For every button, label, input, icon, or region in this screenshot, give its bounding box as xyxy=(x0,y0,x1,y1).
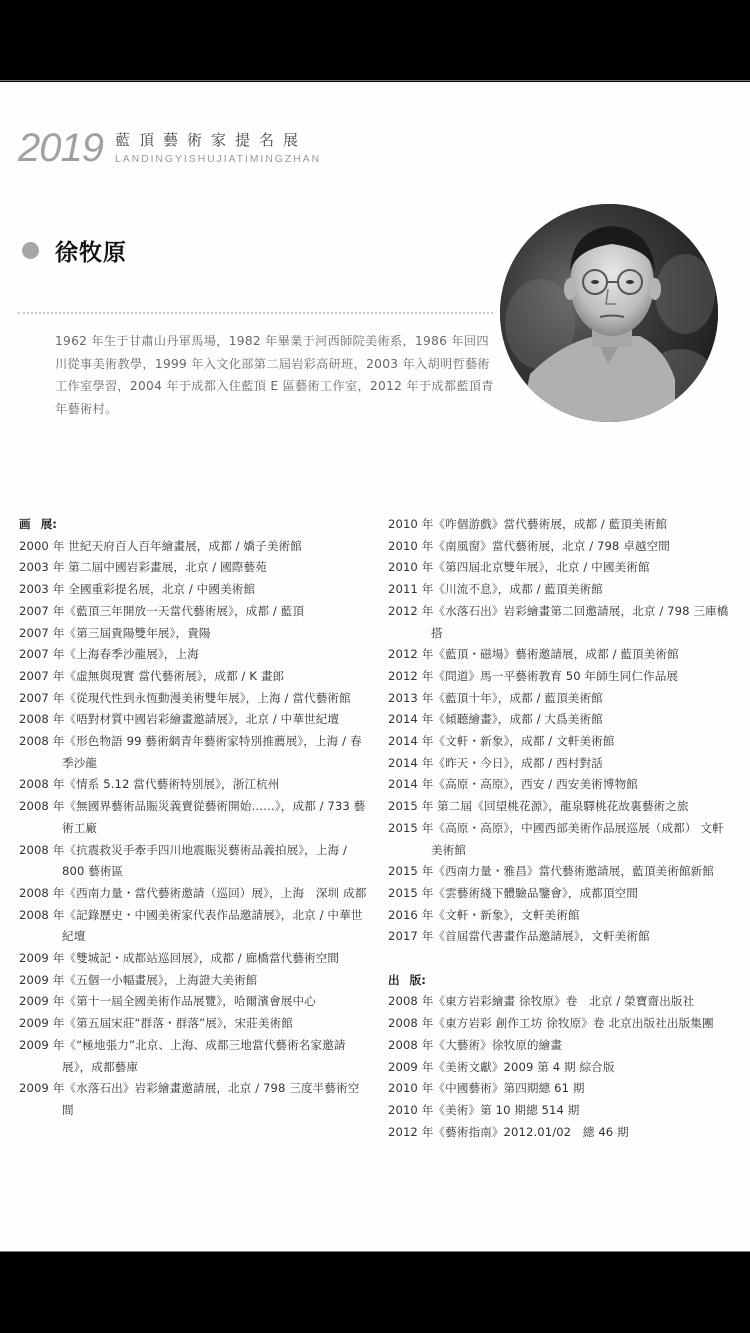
exhibition-entry: 2014 年《傾聽繪畫》，成都 / 大爲美術館 xyxy=(388,712,603,727)
exhibition-entry: 2007 年《上海春季沙龍展》，上海 xyxy=(19,647,199,662)
exhibition-entry: 2008 年《情系 5.12 當代藝術特別展》，浙江杭州 xyxy=(19,777,280,792)
exhibition-entry: 2015 年《高原・高原》，中國西部美術作品展巡展（成都） 文軒美術館 xyxy=(388,820,724,857)
artist-name-row xyxy=(22,234,127,267)
exhibition-entry: 2009 年《第十一屆全國美術作品展覽》，哈爾濱會展中心 xyxy=(19,994,316,1009)
exhibition-entry: 2015 年 第二屆《回望桃花源》，龍泉驛桃花故裏藝術之旅 xyxy=(388,799,689,814)
exhibitions-heading xyxy=(19,514,369,536)
exhibition-entry: 2010 年《第四屆北京雙年展》，北京 / 中國美術館 xyxy=(388,560,650,575)
exhibition-entry: 2014 年《昨天・今日》，成都 / 西村對話 xyxy=(388,755,603,770)
exhibitions-heading-char2: 展: xyxy=(40,517,57,531)
artist-bio: 1962 年生于甘肅山丹軍馬場，1982 年畢業于河西師院美術系，1986 年回四川從事美術教學，1999 年入文化部第二屆岩彩高研班，2003 年入胡明哲藝術工作室學習，2004 年于成都入住藍頂 E 區藝術工作室，2012 年于成都藍頂青年藝術村。 xyxy=(55,334,494,416)
publications-heading-char2: 版: xyxy=(409,972,426,987)
exhibition-entry: 2003 年 第二屆中國岩彩畫展，北京 / 國際藝苑 xyxy=(19,560,267,575)
header-title-chinese: 藍頂藝術家提名展 xyxy=(114,130,307,149)
exhibition-entry: 2015 年《西南力量・雅昌》當代藝術邀請展，藍頂美術館新館 xyxy=(388,864,715,879)
exhibition-entry: 2009 年《“極地張力”北京、上海、成都三地當代藝術名家邀請展》，成都藝庫 xyxy=(19,1037,346,1074)
portrait-image-icon xyxy=(500,204,718,422)
exhibition-entry: 2007 年《虛無與現實 當代藝術展》，成都 / K 畫郎 xyxy=(19,668,285,683)
exhibition-entry: 2012 年《水落石出》岩彩繪畫第二回邀請展，北京 / 798 三庫橋搭 xyxy=(388,603,729,640)
exhibition-entry: 2012 年《問道》馬一平藝術教育 50 年師生同仁作品展 xyxy=(388,668,679,683)
exhibition-entry: 2008 年《抗震救災手牽手四川地震賑災藝術品義拍展》，上海 / 800 藝術區 xyxy=(19,842,348,879)
exhibition-header xyxy=(18,128,321,168)
exhibition-entry: 2017 年《首屆當代書畫作品邀請展》，文軒美術館 xyxy=(388,929,650,944)
exhibition-entry: 2016 年《文軒・新象》，文軒美術館 xyxy=(388,907,580,922)
exhibition-entry: 2013 年《藍頂十年》，成都 / 藍頂美術館 xyxy=(388,690,603,705)
header-text xyxy=(115,131,321,166)
exhibition-entry: 2000 年 世紀天府百人百年繪畫展，成都 / 嬌子美術館 xyxy=(19,538,302,553)
artist-portrait xyxy=(500,204,718,422)
exhibition-entry: 2008 年《記錄歷史・中國美術家代表作品邀請展》，北京 / 中華世紀壇 xyxy=(19,907,363,944)
header-title-pinyin: LANDINGYISHUJIATIMINGZHAN xyxy=(114,152,321,165)
exhibitions-column-left xyxy=(19,514,369,1122)
exhibition-entry: 2012 年《藍頂・磁場》藝術邀請展，成都 / 藍頂美術館 xyxy=(388,647,679,662)
publication-entry: 2008 年《東方岩彩 創作工坊 徐牧原》卷 北京出版社出版集團 xyxy=(388,1016,714,1031)
exhibition-entry: 2009 年《五個一小幅畫展》，上海證大美術館 xyxy=(19,972,258,987)
exhibition-entry: 2015 年《雲藝術綫下體驗品鑒會》，成都頂空間 xyxy=(388,885,639,900)
dotted-divider xyxy=(18,312,493,314)
publication-entry: 2008 年《大藝術》徐牧原的繪畫 xyxy=(388,1037,563,1052)
publication-entry: 2008 年《東方岩彩繪畫 徐牧原》卷 北京 / 榮寶齋出版社 xyxy=(388,994,695,1009)
exhibition-entry: 2007 年《藍頂三年開放一天當代藝術展》，成都 / 藍頂 xyxy=(19,603,305,618)
bullet-dot-icon xyxy=(22,242,39,259)
publication-entry: 2012 年《藝術指南》2012.01/02 總 46 期 xyxy=(388,1124,629,1139)
publication-entry: 2010 年《美術》第 10 期總 514 期 xyxy=(388,1102,580,1117)
exhibition-entry: 2007 年《第三屆貴陽雙年展》，貴陽 xyxy=(19,625,211,640)
exhibition-entry: 2009 年《第五屆宋莊“群落・群落”展》，宋莊美術館 xyxy=(19,1016,293,1031)
exhibition-entry: 2014 年《高原・高原》，西安 / 西安美術博物館 xyxy=(388,777,638,792)
exhibitions-column-right xyxy=(388,514,733,1143)
header-year: 2019 xyxy=(18,126,103,170)
exhibition-entry: 2009 年《雙城記・成都站巡回展》，成都 / 廊橋當代藝術空間 xyxy=(19,951,340,966)
bottom-black-bar xyxy=(0,1251,750,1333)
exhibition-entry: 2007 年《從現代性到永恆動漫美術雙年展》，上海 / 當代藝術館 xyxy=(19,690,351,705)
exhibition-entry: 2011 年《川流不息》，成都 / 藍頂美術館 xyxy=(388,582,603,597)
exhibition-entry: 2008 年《形色物語 99 藝術網青年藝術家特別推薦展》，上海 / 春季沙龍 xyxy=(19,734,362,770)
artist-name: 徐牧原 xyxy=(55,239,127,266)
publications-heading xyxy=(388,970,733,992)
exhibition-entry: 2003 年 全國重彩提名展，北京 / 中國美術館 xyxy=(19,582,256,597)
publication-entry: 2009 年《美術文獻》2009 第 4 期 綜合版 xyxy=(388,1059,615,1074)
exhibition-entry: 2009 年《水落石出》岩彩繪畫邀請展，北京 / 798 三度半藝術空間 xyxy=(19,1081,360,1117)
section-gap xyxy=(388,948,733,970)
exhibition-entry: 2010 年《南風窗》當代藝術展，北京 / 798 卓越空間 xyxy=(388,538,670,553)
top-black-bar xyxy=(0,0,750,81)
exhibition-entry: 2008 年《唔對材質中國岩彩繪畫邀請展》，北京 / 中華世紀壇 xyxy=(19,712,340,727)
artist-page xyxy=(0,82,750,1251)
exhibition-entry: 2008 年《西南力量・當代藝術邀請（巡回）展》，上海 深圳 成都 xyxy=(19,885,367,900)
exhibitions-heading-char1: 画 xyxy=(19,517,31,531)
publications-heading-char1: 出 xyxy=(388,972,400,987)
publication-entry: 2010 年《中國藝術》第四期總 61 期 xyxy=(388,1081,585,1096)
exhibition-entry: 2008 年《無國界藝術品賑災義賣從藝術開始……》，成都 / 733 藝術工廠 xyxy=(19,799,366,835)
exhibition-entry: 2010 年《咋個游戲》當代藝術展，成都 / 藍頂美術館 xyxy=(388,517,668,531)
exhibition-entry: 2014 年《文軒・新象》，成都 / 文軒美術館 xyxy=(388,734,615,749)
